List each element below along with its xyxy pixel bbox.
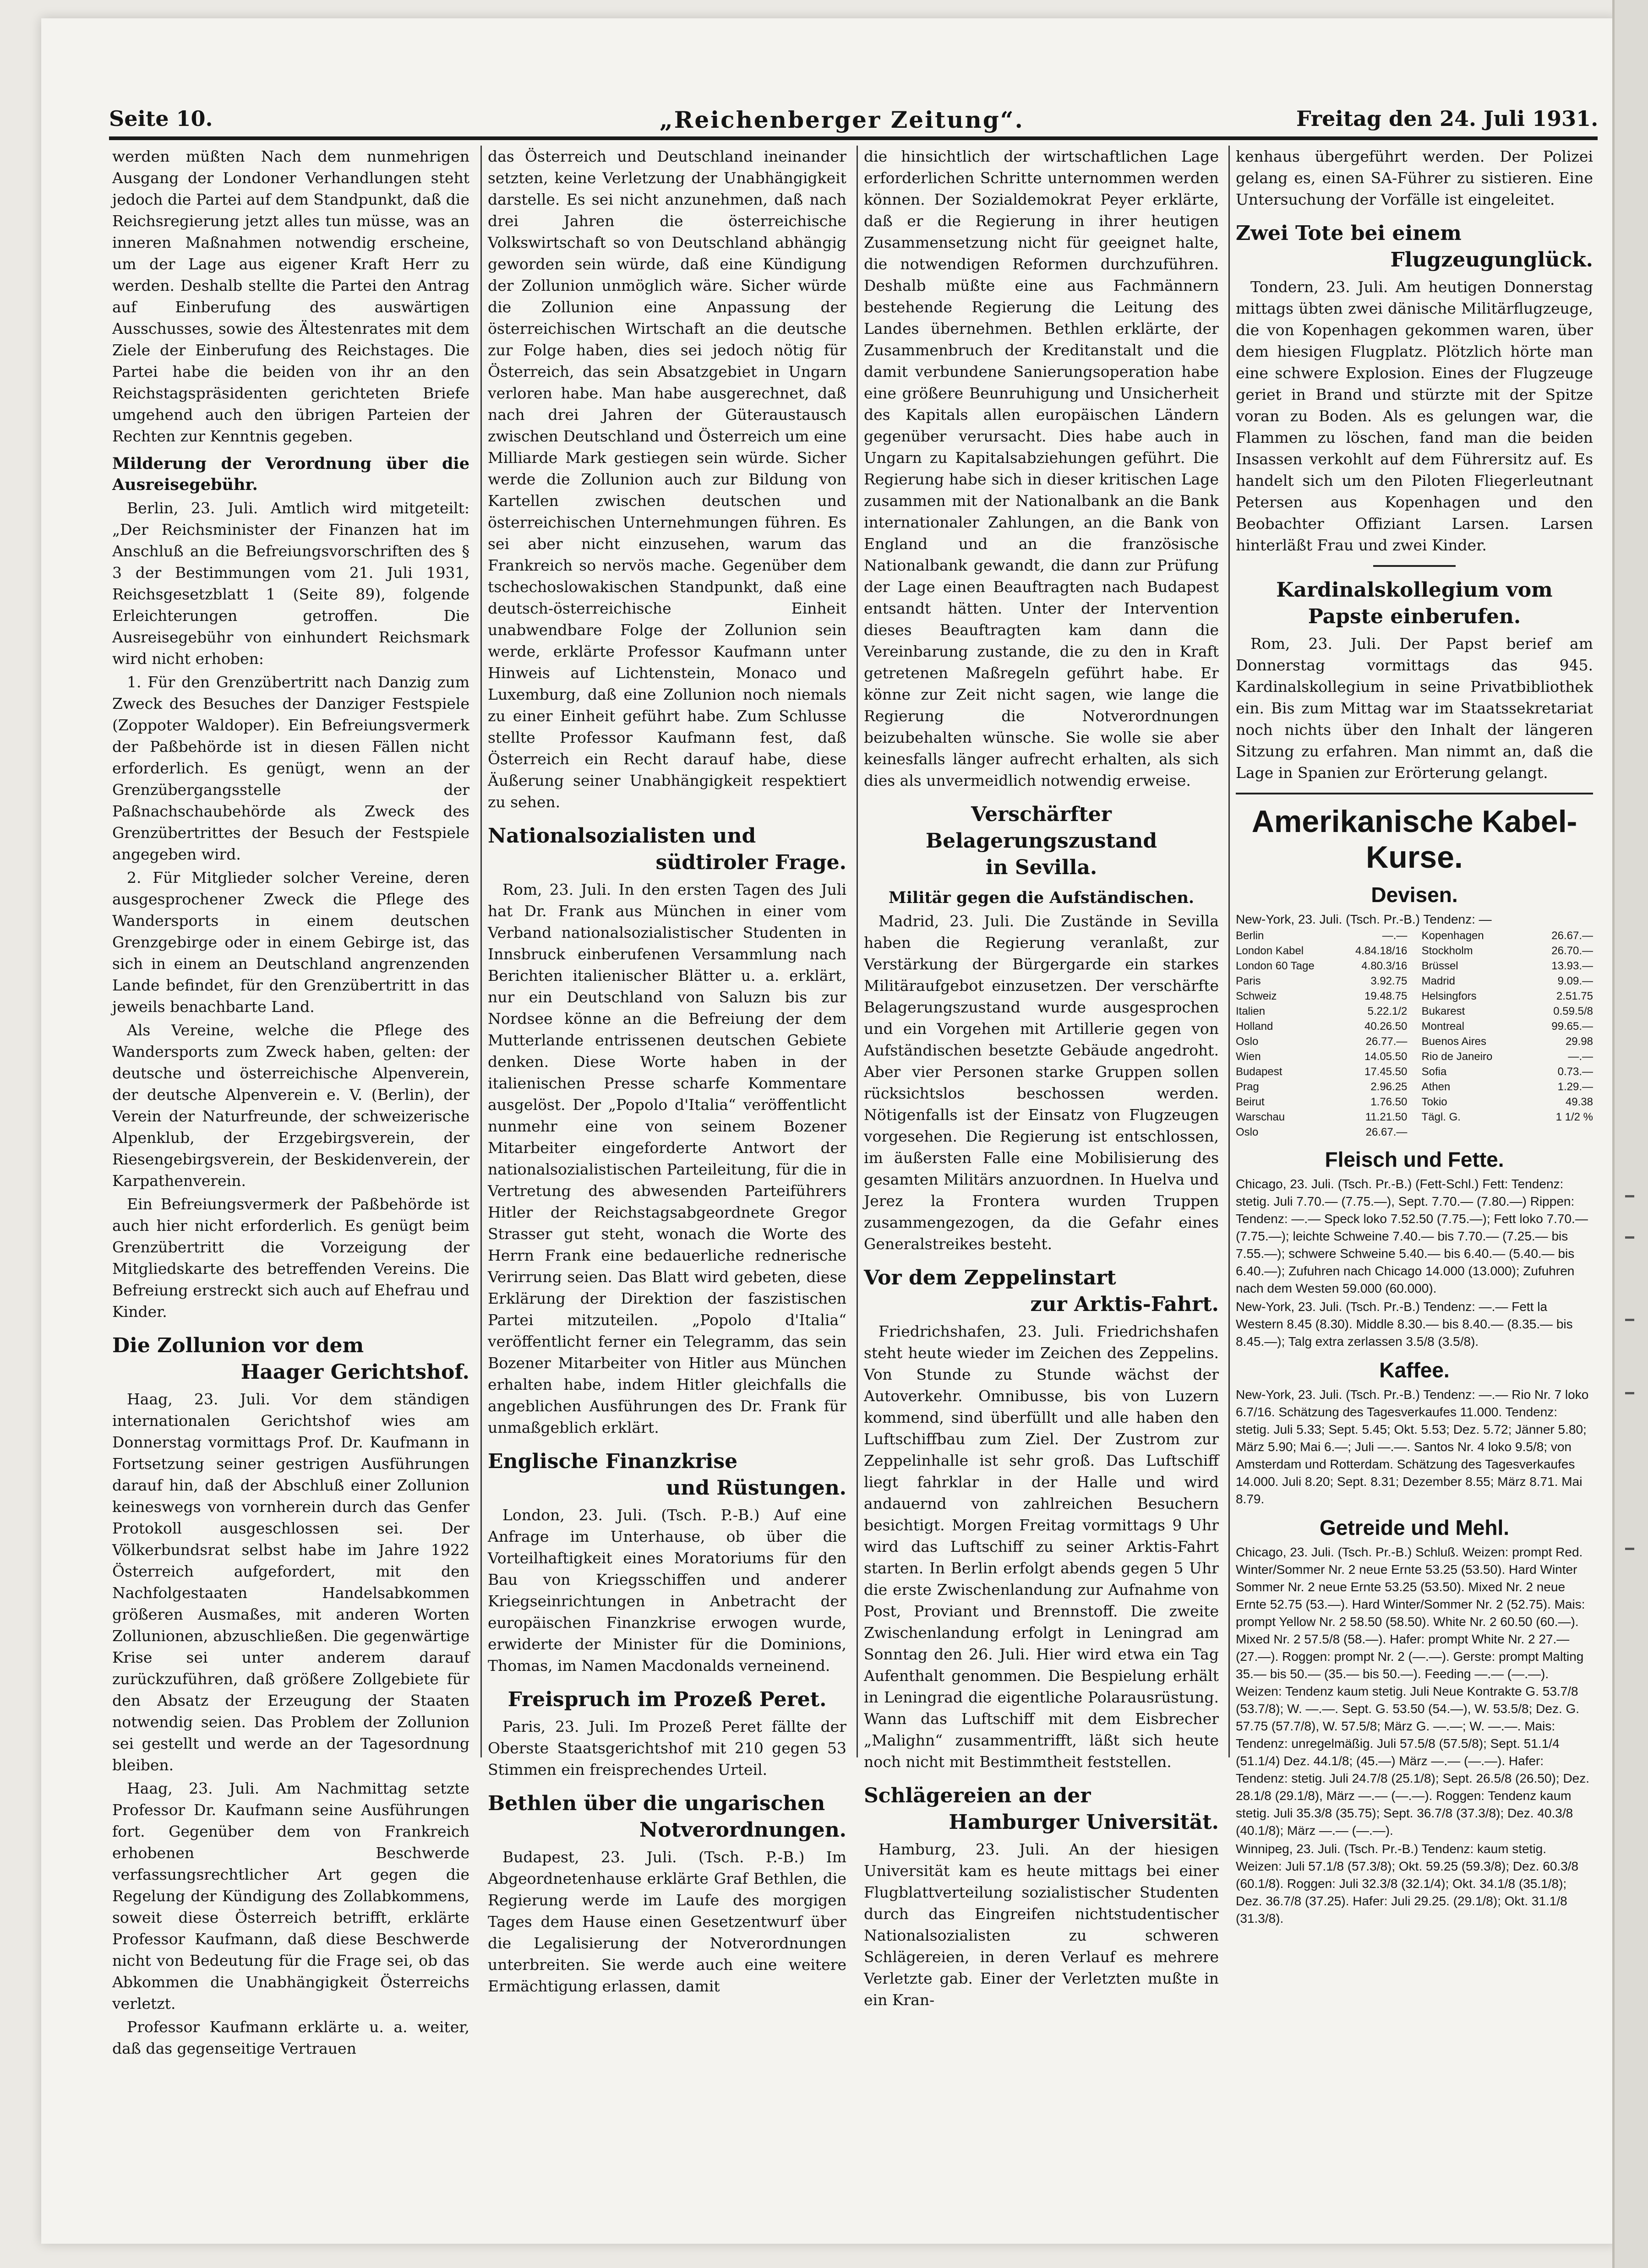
headline [864, 1783, 1219, 1836]
currency-name: Tokio [1421, 1096, 1447, 1108]
currency-name: Helsingfors [1421, 990, 1477, 1002]
article-text: Als Vereine, welche die Pflege des Wandersports zum Zweck haben, gelten: der deutsche und österreichische Alpenverein, der deutsche Alpenverein e. V. (Berlin), der Verein der Naturfreunde, der schweizerische Alpenklub, der Erzgebirgsverein, der Riesengebirgsverein, der Beskidenverein, der Karpathenverein. [112, 1021, 469, 1190]
article-text: werden müßten Nach dem nunmehrigen Ausgang der Londoner Verhandlungen steht jedoch die Partei auf dem Standpunkt, daß die Reichsregierung jetzt alles tun müsse, was an inneren Maßnahmen notwendig erscheine, um der Lage aus eigener Kraft Herr zu werden. Deshalb stellte die Partei den Antrag auf Einberufung des auswärtigen Ausschusses, sowie des Ältestenrates mit dem Ziele der Einberufung des Reichstages. Die Partei habe die beiden von ihr an den Reichstagspräsidenten gerichteten Briefe umgehend auch den übrigen Parteien der Rechten zur Kenntnis gegeben. [112, 147, 469, 445]
currency-name: London Kabel [1236, 945, 1304, 957]
currency-rate: 5.22.1/2 [1367, 1005, 1408, 1017]
market-text: Chicago, 23. Juli. (Tsch. Pr.-B.) (Fett-Schl.) Fett: Tendenz: stetig. Juli 7.70.— (7.75.—), Sept. 7.70.— (7.80.—) Rippen: Tendenz: —.— Speck loko 7.52.50 (7.75.—); Fett loko 7.70.— (7.75.—); leichte Schweine 7.40.— bis 7.70.— (7.25.— bis 7.55.—); schwere Schweine 5.40.— bis 6.40.— (5.40.— bis 6.40.—); Zufuhren nach Chicago 14.000 (13.000); Zufuhren nach dem Westen 59.000 (60.000). [1236, 1177, 1588, 1295]
devisen-row [1236, 1034, 1407, 1049]
headline-line: Notverordnungen. [639, 1818, 846, 1842]
devisen-row [1236, 1125, 1407, 1140]
edge-mark [1625, 1319, 1634, 1321]
currency-rate: 1.76.50 [1370, 1096, 1408, 1108]
currency-name: Oslo [1236, 1035, 1259, 1048]
column-rule [857, 146, 858, 1757]
devisen-row [1236, 1064, 1407, 1079]
headline-line: Nationalsozialisten und [488, 824, 756, 848]
devisen-row [1236, 989, 1407, 1004]
currency-rate: 49.38 [1565, 1096, 1593, 1108]
article-text: Hamburg, 23. Juli. An der hiesigen Universität kam es heute mittags bei einer Flugblattverteilung sozialistischer Studenten durch das Eingreifen nichtstudentischer Nationalsozialisten zu schweren Schlägereien, in deren Verlauf es mehrere Verletzte gab. Einer der Verletzten mußte in ein Kran- [864, 1840, 1219, 2009]
currency-rate: 26.77.— [1365, 1035, 1408, 1048]
devisen-row [1422, 989, 1593, 1004]
currency-rate: —.— [1382, 930, 1408, 942]
devisen-row [1422, 943, 1593, 958]
devisen-row [1422, 1064, 1593, 1079]
market-report [1236, 1175, 1593, 1350]
devisen-row [1422, 958, 1593, 974]
devisen-row [1236, 1004, 1407, 1019]
currency-rate: 2.51.75 [1556, 990, 1593, 1002]
page-number: Seite 10. [109, 106, 213, 131]
next-page-edge [1612, 0, 1648, 2268]
currency-rate: 26.67.— [1551, 930, 1593, 942]
separator [1236, 793, 1593, 794]
ink-blot [1457, 577, 1493, 618]
currency-rate: 0.73.— [1557, 1066, 1593, 1078]
article-text: 1. Für den Grenzübertritt nach Danzig zum Zweck des Besuches der Danziger Festspiele (Zoppoter Waldoper). Ein Befreiungsvermerk der Paßbehörde ist in diesen Fällen nicht erforderlich. Es genügt, wenn an der Grenzübergangsstelle der Paßnachschaubehörde als Zweck des Grenzübertrittes der Besuch der Festspiele angegeben wird. [112, 673, 469, 863]
currency-name: Berlin [1236, 930, 1264, 942]
currency-name: Prag [1236, 1081, 1259, 1093]
currency-name: Warschau [1236, 1111, 1285, 1123]
currency-name: Madrid [1421, 975, 1455, 987]
devisen-row [1422, 974, 1593, 989]
headline-line: zur Arktis-Fahrt. [1030, 1293, 1219, 1316]
column-1 [112, 146, 469, 2061]
article-text: Ein Befreiungsvermerk der Paßbehörde ist auch hier nicht erforderlich. Es genügt beim Grenzübertritt die Vorzeigung der Mitgliedskarte des betreffenden Vereins. Die Befreiung erstreckt sich auch auf Ehefrau und Kinder. [112, 1195, 469, 1321]
devisen-left [1236, 928, 1407, 1140]
devisen-table [1236, 928, 1593, 1140]
currency-rate: 40.26.50 [1364, 1020, 1408, 1033]
headline: Freispruch im Prozeß Peret. [507, 1688, 827, 1711]
market-report [1236, 1544, 1593, 1927]
article-text: Haag, 23. Juli. Am Nachmittag setzte Professor Dr. Kaufmann seine Ausführungen fort. Gegenüber dem von Frankreich erhobenen Beschwerde verfassungsrechtlicher Art gegen die Regelung der Kündigung des Zollabkommens, soweit diese Österreich betrifft, erklärte Professor Kaufmann, daß diese Beschwerde nicht von Bedeutung für die Frage sei, ob das Abkommen die Unabhängigkeit Österreichs verletzt. [112, 1779, 469, 2012]
currency-rate: 1.29.— [1557, 1081, 1593, 1093]
article-text: die hinsichtlich der wirtschaftlichen Lage erforderlichen Schritte unternommen werden können. Der Sozialdemokrat Peyer erklärte, daß er die Regierung in ihrer heutigen Zusammensetzung nicht für geeignet halte, die notwendigen Reformen durchzuführen. Deshalb müßte eine aus Fachmännern bestehende Regierung die Leitung des Landes übernehmen. Bethlen erklärte, der Zusammenbruch der Kreditanstalt und die damit verbundene Sanierungsoperation habe eine größere Beunruhigung und Unsicherheit des Kapitals allen europäischen Ländern gegenüber verursacht. Dies habe auch in Ungarn zu Kapitalsabziehungen geführt. Die Regierung habe sich in dieser kritischen Lage zusammen mit der Nationalbank an die Bank internationaler Zahlungen, an die Bank von England und an die französische Nationalbank gewandt, die dann zur Prüfung der Lage einen Beauftragten nach Budapest entsandt hätten. Unter der Intervention dieses Beauftragten kam dann die Vereinbarung zustande, die zu den in Kraft getretenen Maßregeln geführt habe. Er könne zur Zeit nicht sagen, wie lange die Regierung die Notverordnungen beizubehalten wünsche. Sie wolle sie aber keinesfalls länger aufrecht erhalten, als sich dies als unvermeidlich notwendig erweise. [864, 147, 1219, 789]
currency-rate: 29.98 [1565, 1035, 1593, 1048]
headline [1236, 220, 1593, 273]
currency-rate: 1 1/2 % [1555, 1111, 1593, 1123]
currency-name: Budapest [1236, 1066, 1282, 1078]
devisen-row [1422, 1094, 1593, 1110]
stock-section-title: Amerikanische Kabel-Kurse. [1251, 804, 1577, 875]
headline-line: Kardinalskollegium vom [1276, 578, 1553, 602]
currency-rate: 9.09.— [1557, 975, 1593, 987]
headline-line: Verschärfter Belagerungszustand [925, 803, 1157, 853]
headline-line: Englische Finanzkrise [488, 1450, 738, 1473]
currency-name: London 60 Tage [1236, 960, 1315, 972]
currency-rate: 26.67.— [1365, 1126, 1408, 1138]
devisen-row [1422, 1110, 1593, 1125]
edge-mark [1625, 1236, 1634, 1239]
devisen-row [1422, 1049, 1593, 1064]
currency-rate: 19.48.75 [1364, 990, 1408, 1002]
edge-mark [1625, 1195, 1634, 1197]
currency-name: Brüssel [1421, 960, 1458, 972]
currency-rate: 99.65.— [1551, 1020, 1593, 1033]
currency-rate: 4.80.3/16 [1361, 960, 1408, 972]
headline [488, 1448, 846, 1501]
edge-mark [1625, 1392, 1634, 1394]
header-rule [109, 136, 1598, 140]
column-3 [864, 146, 1219, 2012]
devisen-row [1236, 943, 1407, 958]
headline-line: Vor dem Zeppelinstart [864, 1266, 1116, 1289]
headline-line: in Sevilla. [985, 856, 1097, 879]
market-text: New-York, 23. Juli. (Tsch. Pr.-B.) Tendenz: —.— Fett la Western 8.45 (8.30). Middle 8.30.— bis 8.40.— (8.35.— bis 8.45.—); Talg extra zerlassen 3.5/8 (3.5/8). [1236, 1300, 1573, 1349]
article-text: Haag, 23. Juli. Vor dem ständigen internationalen Gerichtshof wies am Donnerstag vormittags Prof. Dr. Kaufmann in Fortsetzung seiner gestrigen Ausführungen darauf hin, daß der Abschluß einer Zollunion keineswegs von vornherein durch das Genfer Protokoll ausgeschlossen sei. Der Völkerbundsrat selbst habe im Jahre 1922 Österreich aufgefordert, mit den Nachfolgestaaten Handelsabkommen größeren Ausmaßes, mit anderen Worten Zollunionen, abzuschließen. Die gegenwärtige Krise sei unter anderem darauf zurückzuführen, daß größere Zollgebiete für den Absatz der Erzeugung der Staaten notwendig seien. Das Problem der Zollunion sei gestellt und werde an der Tagesordnung bleiben. [112, 1390, 469, 1774]
currency-rate: 3.92.75 [1370, 975, 1408, 987]
devisen-row [1236, 928, 1407, 943]
currency-rate: 26.70.— [1551, 945, 1593, 957]
currency-name: Bukarest [1421, 1005, 1465, 1017]
devisen-row [1422, 1034, 1593, 1049]
headline-line: und Rüstungen. [666, 1476, 846, 1500]
devisen-row [1422, 928, 1593, 943]
currency-rate: —.— [1568, 1050, 1593, 1063]
currency-rate: 11.21.50 [1365, 1111, 1408, 1123]
devisen-row [1236, 958, 1407, 974]
market-text: New-York, 23. Juli. (Tsch. Pr.-B.) Tendenz: —.— Rio Nr. 7 loko 6.7/16. Schätzung des Tagesverkaufes 11.000. Tendenz: stetig. Juli 5.33; Sept. 5.45; Okt. 5.53; Dez. 5.72; Jänner 5.80; März 5.90; Mai 6.—; Juli —.—. Santos Nr. 4 loko 9.5/8; von Amsterdam und Rotterdam. Schätzung des Tagesverkaufes 14.000. Juli 8.20; Sept. 8.31; Dezember 8.55; März 8.71. Mai 8.79. [1236, 1387, 1589, 1506]
headline [1236, 577, 1593, 630]
market-report [1236, 1386, 1593, 1508]
headline [864, 801, 1219, 881]
headline-line: südtiroler Frage. [655, 851, 846, 874]
article-text: das Österreich und Deutschland ineinander setzten, keine Verletzung der Unabhängigkeit darstelle. Es sei nicht anzunehmen, daß nach drei Jahren die österreichische Volkswirtschaft so von Deutschland abhängig geworden sein würde, daß eine Kündigung der Zollunion unmöglich wäre. Sicher würde die Zollunion eine Anpassung der österreichischen Wirtschaft an die deutsche zur Folge haben, dies sei jedoch nötig für Österreich, das sein Absatzgebiet in Ungarn verloren habe. Man habe ausgerechnet, daß nach drei Jahren der Güteraustausch zwischen Deutschland und Österreich um eine Milliarde Mark gestiegen sein würde. Sicher werde die Zollunion auch zur Bildung von Kartellen zwischen deutschen und österreichischen Unternehmungen führen. Es sei aber nicht einzusehen, warum das Frankreich so nervös mache. Gegenüber dem tschechoslowakischen Standpunkt, daß eine deutsch-österreichische Einheit unabwendbare Folge der Zollunion sein werde, erklärte Professor Kaufmann unter Hinweis auf Lichtenstein, Monaco und Luxemburg, daß eine Zollunion noch niemals zu einer Einheit geführt habe. Zum Schlusse stellte Professor Kaufmann fest, daß Österreich ein Recht darauf habe, diese Äußerung seiner Unabhängigkeit respektiert zu sehen. [488, 147, 846, 811]
devisen-row [1236, 1019, 1407, 1034]
column-4 [1236, 146, 1593, 1928]
currency-name: Italien [1236, 1005, 1266, 1017]
headline-line: Bethlen über die ungarischen [488, 1792, 825, 1815]
currency-name: Wien [1236, 1050, 1261, 1063]
devisen-title: Devisen. [1371, 883, 1458, 907]
currency-name: Buenos Aires [1421, 1035, 1487, 1048]
currency-rate: 0.59.5/8 [1553, 1005, 1593, 1017]
article-text: Rom, 23. Juli. Der Papst berief am Donnerstag vormittags das 945. Kardinalskollegium in seine Privatbibliothek ein. Bis zum Mittag war im Staatssekretariat noch nichts über den Inhalt der längeren Sitzung zu erfahren. Man nimmt an, daß die Lage in Spanien zur Erörterung gelangt. [1236, 635, 1593, 782]
currency-name: Paris [1236, 975, 1261, 987]
article-text: Madrid, 23. Juli. Die Zustände in Sevilla haben die Regierung veranlaßt, zur Verstärkung der Bürgergarde ein starkes Militäraufgebot einzusetzen. Der verschärfte Belagerungszustand wurde ausgesprochen und ein Vorgehen mit Artillerie gegen von Aufständischen besetzte Gebäude angedroht. Aber vier Personen starke Gruppen sollen rücksichtslos beschossen werden. Nötigenfalls ist der Einsatz von Flugzeugen vorgesehen. Die Regierung ist entschlossen, im äußersten Falle eine Mobilisierung des gesamten Militärs anzuordnen. In Huelva und Jerez la Frontera wurden Truppen zusammengezogen, da die Gefahr eines Generalstreikes besteht. [864, 912, 1219, 1253]
headline [488, 823, 846, 876]
devisen-row [1236, 1079, 1407, 1094]
devisen-right [1422, 928, 1593, 1140]
headline [488, 1790, 846, 1844]
headline-line: Haager Gerichtshof. [240, 1360, 469, 1384]
market-text: Chicago, 23. Juli. (Tsch. Pr.-B.) Schluß. Weizen: prompt Red. Winter/Sommer Nr. 2 neue Ernte 53.25 (53.50). Hard Winter Sommer Nr. 2 neue Ernte 53.25 (53.50). Mixed Nr. 2 neue Ernte 52.75 (53.—). Hard Winter/Sommer Nr. 2 (52.75). Mais: prompt Yellow Nr. 2 58.50 (58.50). White Nr. 2 60.50 (60.—). Mixed Nr. 2 57.5/8 (58.—). Hafer: prompt White Nr. 2 27.— (27.—). Roggen: prompt Nr. 2 (—.—). Gerste: prompt Malting 35.— bis 50.— (35.— bis 50.—). Feeding —.— (—.—). Weizen: Tendenz kaum stetig. Juli Neue Kontrakte G. 53.7/8 (53.7/8); W. —.—. Sept. G. 53.50 (54.—), W. 53.5/8; Dez. G. 57.75 (57.7/8), W. 57.5/8; März G. —.—; W. —.—. Mais: Tendenz: unregelmäßig. Juli 57.5/8 (57.5/8); Sept. 51.1/4 (51.1/4) Dez. 44.1/8; (45.—) März —.— (—.—). Hafer: Tendenz: stetig. Juli 24.7/8 (25.1/8); Sept. 26.5/8 (26.50); Dez. 28.1/8 (29.1/8), März —.— (—.—). Roggen: Tendenz kaum stetig. Juli 35.3/8 (35.75); Sept. 36.7/8 (37.3/8); Dez. 40.3/8 (40.1/8); März —.— (—.—). [1236, 1545, 1590, 1838]
headline-line: Flugzeugunglück. [1390, 248, 1593, 272]
currency-name: Rio de Janeiro [1421, 1050, 1493, 1063]
currency-rate: 2.96.25 [1370, 1081, 1408, 1093]
article-text: Professor Kaufmann erklärte u. a. weiter, daß das gegenseitige Vertrauen [112, 2018, 469, 2057]
separator [1373, 565, 1456, 567]
currency-rate: 13.93.— [1551, 960, 1593, 972]
article-text: Rom, 23. Juli. In den ersten Tagen des Juli hat Dr. Frank aus München in einer vom Verband nationalsozialistischer Studenten in Innsbruck einberufenen Versammlung nach Berichten italienischer Blätter u. a. erklärt, nur ein Deutschland von Saluzn bis zur Nordsee könne an die Befreiung der dem Mutterlande entrissenen deutschen Gebiete denken. Diese Worte haben in der italienischen Presse scharfe Kommentare ausgelöst. Der „Popolo d'Italia“ veröffentlicht nunmehr eine von seinem Bozener Mitarbeiter eingeforderte Antwort der nationalsozialistischen Parteileitung, für die in Vertretung des abwesenden Parteiführers Hitler der Reichstagsabgeordnete Gregor Strasser gut steht, wonach die Worte des Herrn Frank eine bedauerliche rednerische Verirrung seien. Das Blatt wird gebeten, diese Erklärung der Direktion der faszistischen Partei mitzuteilen. „Popolo d'Italia“ veröffentlicht ferner ein Telegramm, das sein Bozener Mitarbeiter von Hitler aus München erhalten habe, indem Hitler gleichfalls die angeblichen Ausführungen des Dr. Frank für unmaßgeblich erklärt. [488, 881, 846, 1436]
market-title: Fleisch und Fette. [1325, 1148, 1504, 1171]
column-rule [1228, 146, 1230, 1757]
column-2 [488, 146, 846, 1999]
headline-line: Hamburger Universität. [949, 1811, 1219, 1834]
devisen-head: New-York, 23. Juli. (Tsch. Pr.-B.) Tendenz: — [1236, 912, 1492, 926]
article-text: 2. Für Mitglieder solcher Vereine, deren ausgesprochener Zweck die Pflege des Wandersports in einem deutschen Grenzgebirge oder in einem Gebirge ist, das sich in einem an Deutschland angrenzenden Lande befindet, für den Grenzübertritt in das jeweils benachbarte Land. [112, 869, 469, 1016]
currency-name: Tägl. G. [1421, 1111, 1461, 1123]
article-text: kenhaus übergeführt werden. Der Polizei gelang es, einen SA-Führer zu sistieren. Eine Untersuchung der Vorfälle ist eingeleitet. [1236, 147, 1593, 208]
newspaper-title: „Reichenberger Zeitung“. [660, 106, 1024, 133]
currency-name: Holland [1236, 1020, 1273, 1033]
currency-name: Athen [1421, 1081, 1451, 1093]
devisen-row [1236, 1094, 1407, 1110]
article-text: Tondern, 23. Juli. Am heutigen Donnerstag mittags übten zwei dänische Militärflugzeuge, die von Kopenhagen gekommen waren, über dem hiesigen Flugplatz. Plötzlich hörte man eine schwere Explosion. Eines der Flugzeuge geriet in Brand und stürzte mit der Spitze voran zu Boden. Als es gelungen war, die Flammen zu löschen, fand man die beiden Insassen verkohlt auf dem Führersitz auf. Es handelt sich um den Piloten Fliegerleutnant Petersen aus Kopenhagen und den Beobachter Offiziant Larsen. Larsen hinterläßt Frau und zwei Kinder. [1236, 278, 1593, 554]
market-text: Winnipeg, 23. Juli. (Tsch. Pr.-B.) Tendenz: kaum stetig. Weizen: Juli 57.1/8 (57.3/8); Okt. 59.25 (59.3/8); Dez. 60.3/8 (60.1/8). Roggen: Juli 32.3/8 (32.1/4); Okt. 34.1/8 (35.1/8); Dez. 36.7/8 (37.25). Hafer: Juli 29.25. (29.1/8); Okt. 31.1/8 (31.3/8). [1236, 1842, 1579, 1925]
currency-name: Montreal [1421, 1020, 1464, 1033]
article-text: Friedrichshafen, 23. Juli. Friedrichshafen steht heute wieder im Zeichen des Zeppelins. Von Stunde zu Stunde wächst der Autoverkehr. Omnibusse, bis von Luzern kommend, sind überfüllt und alle haben den Luftschiffbau zum Ziel. Der Zustrom zur Zeppelinhalle ist sehr groß. Das Luftschiff liegt fahrklar in der Halle und wird andauernd von zahlreichen Besuchern besichtigt. Morgen Freitag vormittags 9 Uhr wird das Luftschiff zu seiner Arktis-Fahrt starten. In Berlin erfolgt abends gegen 5 Uhr die erste Zwischenlandung zur Aufnahme von Post, Proviant und Brennstoff. Die zweite Zwischenlandung erfolgt in Leningrad am Sonntag den 26. Juli. Hier wird etwa ein Tag Aufenthalt genommen. Die Bespielung erhält in Leningrad die eigentliche Polarausrüstung. Wann das Luftschiff mit dem Eisbrecher „Malighn“ zusammentrifft, läßt sich heute noch nicht mit Bestimmtheit feststellen. [864, 1322, 1219, 1771]
article-text: Berlin, 23. Juli. Amtlich wird mitgeteilt: „Der Reichsminister der Finanzen hat im Anschluß an die Befreiungsvorschriften des § 3 der Bestimmungen vom 21. Juli 1931, Reichsgesetzblatt 1 (Seite 89), folgende Erleichterungen getroffen. Die Ausreisegebühr von einhundert Reichsmark wird nicht erhoben: [112, 499, 469, 668]
article-text: Budapest, 23. Juli. (Tsch. P.-B.) Im Abgeordnetenhause erklärte Graf Bethlen, die Regierung werde im Laufe des morgigen Tages dem Hause einen Gesetzentwurf über die Legalisierung der Notverordnungen unterbreiten. Sie werde auch eine weitere Ermächtigung erlassen, damit [488, 1848, 846, 1995]
devisen-row [1422, 1019, 1593, 1034]
devisen-row [1236, 1049, 1407, 1064]
headline-line: Schlägereien an der [864, 1784, 1091, 1807]
devisen-row [1236, 1110, 1407, 1125]
column-rule [480, 146, 482, 1757]
article-text: London, 23. Juli. (Tsch. P.-B.) Auf eine Anfrage im Unterhause, ob über die Vorteilhaftigkeit eines Moratoriums für den Bau von Kriegsschiffen und anderer Kriegseinrichtungen in Anbetracht der europäischen Finanzkrise erwogen wurde, erwiderte der Minister für die Dominions, Thomas, im Namen Macdonalds verneinend. [488, 1506, 846, 1675]
currency-name: Sofia [1421, 1066, 1447, 1078]
headline-line: Zwei Tote bei einem [1236, 222, 1462, 245]
headline [112, 1333, 469, 1386]
devisen-row [1422, 1004, 1593, 1019]
headline [864, 1265, 1219, 1318]
market-title: Getreide und Mehl. [1319, 1516, 1510, 1539]
currency-rate: 17.45.50 [1364, 1066, 1408, 1078]
currency-name: Stockholm [1421, 945, 1473, 957]
headline-line: Papste einberufen. [1308, 605, 1521, 628]
currency-rate: 4.84.18/16 [1355, 945, 1408, 957]
subheadline: Militär gegen die Aufständischen. [888, 888, 1195, 907]
devisen-row [1422, 1079, 1593, 1094]
issue-date: Freitag den 24. Juli 1931. [1296, 106, 1599, 131]
market-title: Kaffee. [1379, 1358, 1450, 1382]
edge-mark [1625, 1548, 1634, 1550]
currency-rate: 14.05.50 [1364, 1050, 1408, 1063]
headline: Milderung der Verordnung über die Ausreisegebühr. [112, 454, 469, 494]
currency-name: Oslo [1236, 1126, 1259, 1138]
devisen-row [1236, 974, 1407, 989]
currency-name: Schweiz [1236, 990, 1277, 1002]
headline-line: Die Zollunion vor dem [112, 1334, 364, 1357]
currency-name: Kopenhagen [1421, 930, 1484, 942]
article-text: Paris, 23. Juli. Im Prozeß Peret fällte der Oberste Staatsgerichtshof mit 210 gegen 53 Stimmen ein freisprechendes Urteil. [488, 1718, 846, 1779]
currency-name: Beirut [1236, 1096, 1265, 1108]
